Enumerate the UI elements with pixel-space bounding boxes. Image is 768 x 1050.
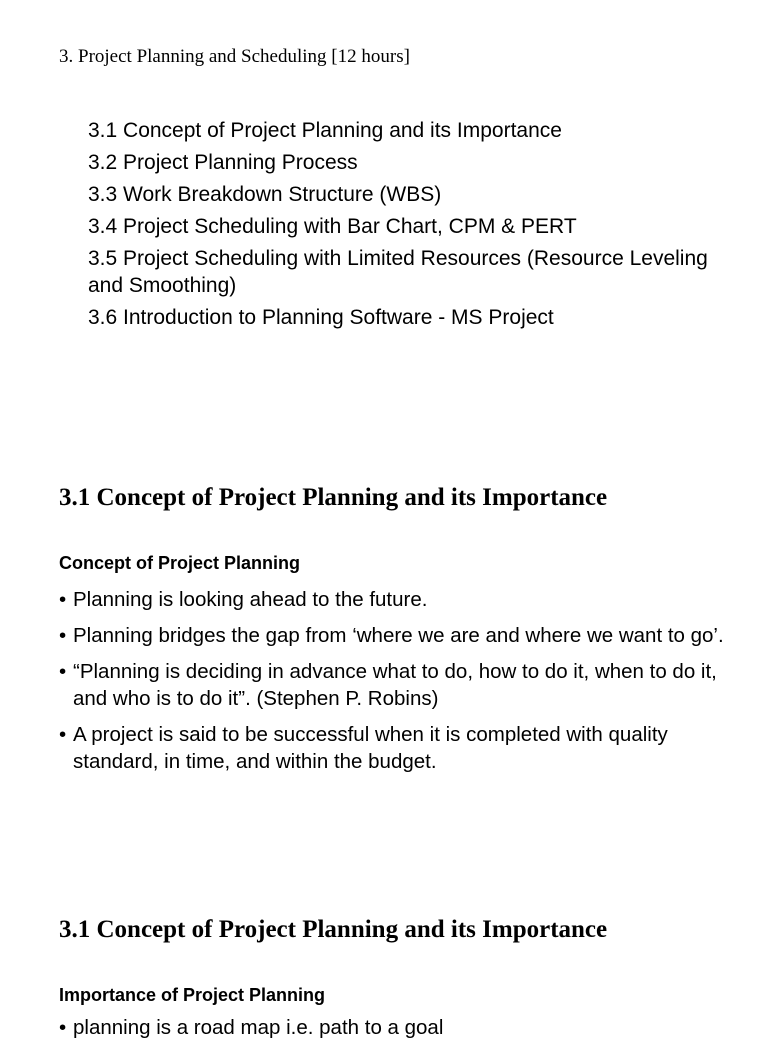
bullet-icon: • [59,723,67,746]
list-item [59,721,749,775]
bullet-icon: • [59,624,67,647]
toc-item: 3.6 Introduction to Planning Software - MS Project [88,306,554,329]
toc-item: 3.4 Project Scheduling with Bar Chart, CPM & PERT [88,215,577,238]
bullet-text: planning is a road map i.e. path to a goal [73,1016,444,1039]
bullet-icon: • [59,588,67,611]
toc-item: 3.5 Project Scheduling with Limited Resources (Resource Leveling and Smoothing) [88,247,708,297]
slide-heading: 3.1 Concept of Project Planning and its Importance [59,916,608,943]
list-item [59,586,749,613]
slide-importance-of-planning [0,900,768,1039]
list-item [59,658,749,712]
bullet-text: A project is said to be successful when it is completed with quality standard, in time, and within the budget. [73,723,668,773]
bullet-icon: • [59,1016,67,1039]
slide-course-outline [0,0,768,430]
bullet-icon: • [59,660,67,683]
section-subheading: Importance of Project Planning [59,985,326,1005]
bullet-list [59,586,749,784]
table-of-contents [88,117,728,336]
slide-heading: 3.1 Concept of Project Planning and its Importance [59,484,608,511]
slide-concept-of-planning [0,470,768,870]
list-item [59,622,749,649]
bullet-text: Planning bridges the gap from ‘where we are and where we want to go’. [73,624,724,647]
bullet-text: Planning is looking ahead to the future. [73,588,428,611]
list-item [59,1014,749,1041]
page-title: 3. Project Planning and Scheduling [12 hours] [59,46,410,67]
bullet-text: “Planning is deciding in advance what to do, how to do it, when to do it, and who is to do it”. (Stephen P. Robins) [73,660,717,710]
toc-item: 3.3 Work Breakdown Structure (WBS) [88,183,442,206]
section-subheading: Concept of Project Planning [59,553,301,573]
toc-item: 3.2 Project Planning Process [88,151,358,174]
bullet-list [59,1014,749,1050]
toc-item: 3.1 Concept of Project Planning and its Importance [88,119,562,142]
